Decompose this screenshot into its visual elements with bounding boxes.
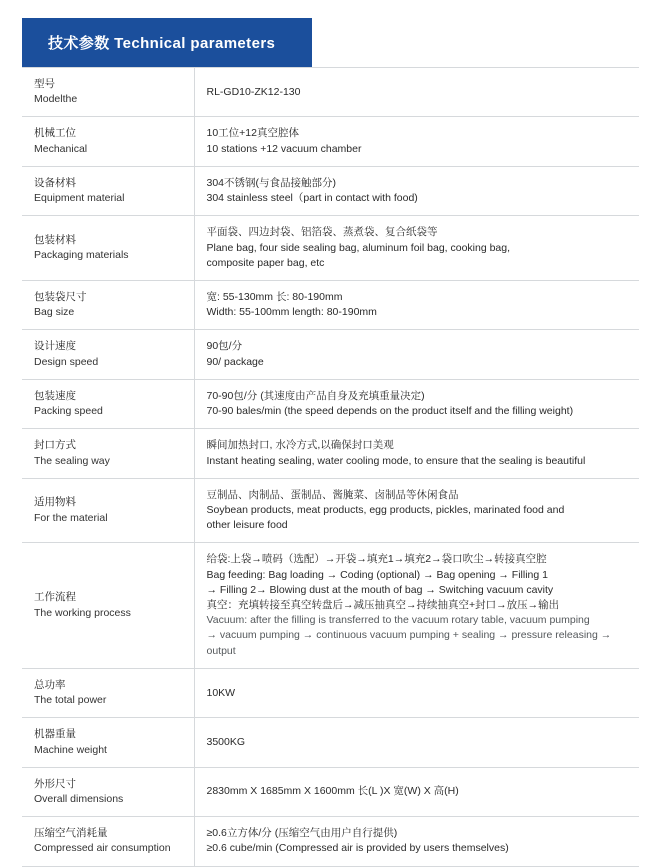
row-label xyxy=(22,379,194,428)
table-row xyxy=(22,429,639,478)
row-value-line: 304 stainless steel（part in contact with food) xyxy=(206,192,418,205)
row-value-line: Plane bag, four side sealing bag, aluminum foil bag, cooking bag, xyxy=(206,241,511,254)
row-label-en: The sealing way xyxy=(34,454,110,467)
row-label xyxy=(22,280,194,329)
row-value xyxy=(194,767,639,816)
row-label xyxy=(22,216,194,281)
table-body xyxy=(22,68,639,867)
table-row xyxy=(22,543,639,669)
row-label-cn: 包装袋尺寸 xyxy=(34,290,87,303)
row-value xyxy=(194,280,639,329)
row-value-line: 3500KG xyxy=(206,735,246,748)
row-label-cn: 包装材料 xyxy=(34,233,76,246)
row-value xyxy=(194,68,639,117)
row-label-cn: 适用物料 xyxy=(34,496,76,509)
row-label xyxy=(22,767,194,816)
row-label-cn: 工作流程 xyxy=(34,591,76,604)
row-value-line: Width: 55-100mm length: 80-190mm xyxy=(206,306,377,319)
row-label xyxy=(22,68,194,117)
row-value-line: 豆制品、肉制品、蛋制品、酱腌菜、卤制品等休闲食品 xyxy=(206,488,459,501)
table-row xyxy=(22,718,639,767)
header-banner xyxy=(22,18,312,67)
row-label-en: Machine weight xyxy=(34,743,107,756)
row-label-en: Modelthe xyxy=(34,93,78,106)
row-label-cn: 外形尺寸 xyxy=(34,777,76,790)
row-value-line: 70-90 bales/min (the speed depends on the product itself and the filling weight) xyxy=(206,405,574,418)
row-label xyxy=(22,543,194,669)
row-label-cn: 压缩空气消耗量 xyxy=(34,827,108,840)
row-label-en: The working process xyxy=(34,606,131,619)
row-label-en: Compressed air consumption xyxy=(34,842,171,855)
row-value xyxy=(194,330,639,379)
row-value-line: ≥0.6立方体/分 (压缩空气由用户自行提供) xyxy=(206,827,398,840)
row-label-en: Packing speed xyxy=(34,405,103,418)
row-label-cn: 封口方式 xyxy=(34,439,76,452)
row-value xyxy=(194,379,639,428)
row-label-cn: 设备材料 xyxy=(34,176,76,189)
row-label xyxy=(22,668,194,717)
row-value-line: 10工位+12真空腔体 xyxy=(206,127,299,140)
row-value-line: 瞬间加热封口, 水冷方式,以确保封口美观 xyxy=(206,439,394,452)
row-label-cn: 型号 xyxy=(34,78,55,90)
row-value xyxy=(194,429,639,478)
row-value xyxy=(194,478,639,543)
row-value xyxy=(194,668,639,717)
row-value-line: other leisure food xyxy=(206,519,288,532)
table-row xyxy=(22,767,639,816)
row-label xyxy=(22,478,194,543)
row-label xyxy=(22,718,194,767)
row-label xyxy=(22,166,194,215)
table-row xyxy=(22,68,639,117)
row-label xyxy=(22,817,194,866)
row-value-line: Bag feeding: Bag loading → Coding (optional) → Bag opening → Filling 1 xyxy=(206,568,548,581)
row-value-line: 真空：充填转接至真空转盘后→减压抽真空→持续抽真空+封口→放压→输出 xyxy=(206,599,560,612)
row-value-line: 70-90包/分 (其速度由产品自身及充填重量决定) xyxy=(206,389,425,402)
row-value xyxy=(194,166,639,215)
row-label-en: For the material xyxy=(34,511,108,524)
row-label xyxy=(22,117,194,166)
row-value-line: Soybean products, meat products, egg products, pickles, marinated food and xyxy=(206,503,565,516)
row-value xyxy=(194,718,639,767)
row-value-line: 304不锈钢(与食品接触部分) xyxy=(206,176,337,189)
header-title: 技术参数 Technical parameters xyxy=(48,35,276,52)
row-label-en: Design speed xyxy=(34,355,99,368)
row-value-line: 90/ package xyxy=(206,355,264,368)
row-label-en: Equipment material xyxy=(34,192,125,205)
row-value-line: ≥0.6 cube/min (Compressed air is provided by users themselves) xyxy=(206,842,509,855)
table-row xyxy=(22,166,639,215)
row-value-line: 平面袋、四边封袋、铝箔袋、蒸煮袋、复合纸袋等 xyxy=(206,226,438,239)
row-label-cn: 包装速度 xyxy=(34,389,76,402)
row-value-line: 10 stations +12 vacuum chamber xyxy=(206,142,362,155)
row-label-en: Packaging materials xyxy=(34,249,129,262)
table-row xyxy=(22,817,639,866)
row-value-line: Instant heating sealing, water cooling mode, to ensure that the sealing is beautiful xyxy=(206,454,586,467)
row-value xyxy=(194,817,639,866)
row-label xyxy=(22,429,194,478)
row-value-line: 10KW xyxy=(206,686,236,699)
row-label-en: Mechanical xyxy=(34,142,88,155)
row-value-line: Vacuum: after the filling is transferred to the vacuum rotary table, vacuum pumping xyxy=(206,614,590,627)
table-row xyxy=(22,280,639,329)
table-row xyxy=(22,117,639,166)
row-value-line: RL-GD10-ZK12-130 xyxy=(206,85,301,98)
row-label-en: Overall dimensions xyxy=(34,793,124,805)
table-row xyxy=(22,478,639,543)
table-row xyxy=(22,668,639,717)
row-value-line: → vacuum pumping → continuous vacuum pumping + sealing → pressure releasing → output xyxy=(206,629,612,657)
row-value-line: 宽: 55-130mm 长: 80-190mm xyxy=(206,290,343,303)
row-label-cn: 机械工位 xyxy=(34,127,76,140)
row-label-cn: 设计速度 xyxy=(34,340,76,353)
row-label xyxy=(22,330,194,379)
table-row xyxy=(22,216,639,281)
row-value-line: composite paper bag, etc xyxy=(206,256,325,269)
technical-parameters-table xyxy=(22,67,639,867)
row-value xyxy=(194,216,639,281)
row-value-line: 90包/分 xyxy=(206,340,243,353)
row-label-cn: 机器重量 xyxy=(34,728,76,741)
table-row xyxy=(22,379,639,428)
row-value-line: 2830mm X 1685mm X 1600mm 长(L )X 宽(W) X 高(H) xyxy=(206,785,459,798)
row-value-line: 给袋:上袋→喷码（选配）→开袋→填充1→填充2→袋口吹尘→转接真空腔 xyxy=(206,553,547,566)
row-label-en: The total power xyxy=(34,694,107,707)
row-value xyxy=(194,117,639,166)
row-label-en: Bag size xyxy=(34,306,75,319)
row-value-line: → Filling 2→ Blowing dust at the mouth of bag → Switching vacuum cavity xyxy=(206,583,554,596)
row-label-cn: 总功率 xyxy=(34,678,66,691)
row-value xyxy=(194,543,639,669)
table-row xyxy=(22,330,639,379)
